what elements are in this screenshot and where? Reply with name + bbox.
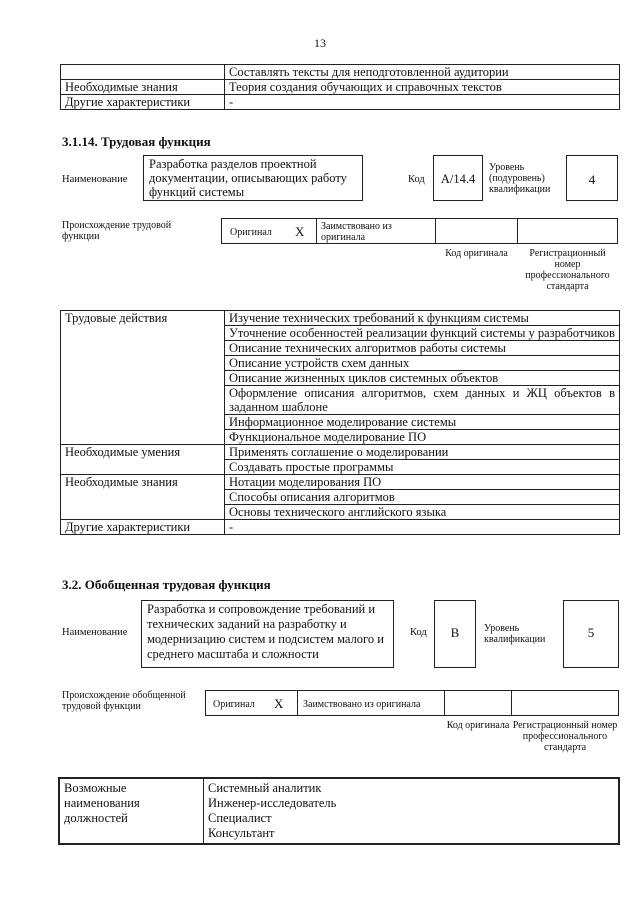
function-name-box bbox=[143, 155, 363, 201]
table-cell: Информационное моделирование системы bbox=[225, 415, 620, 430]
reg-number-label: Регистрационный номер профессионального стандарта bbox=[512, 720, 618, 753]
table-cell: Изучение технических требований к функциям системы bbox=[225, 311, 620, 326]
reg-number-cell bbox=[517, 218, 618, 244]
generalized-function-name-box bbox=[141, 600, 394, 668]
list-item: Инженер-исследователь bbox=[208, 796, 337, 810]
borrowed-label: Заимствовано из оригинала bbox=[303, 699, 421, 710]
table-cell: Способы описания алгоритмов bbox=[225, 490, 620, 505]
name-label: Наименование bbox=[62, 174, 128, 185]
table-cell: Функциональное моделирование ПО bbox=[225, 430, 620, 445]
positions-label: Возможные наименования должностей bbox=[59, 778, 204, 844]
actions-label: Трудовые действия bbox=[61, 311, 225, 445]
table-row bbox=[61, 65, 620, 80]
list-item: Консультант bbox=[208, 826, 275, 840]
qualification-level: 4 bbox=[588, 172, 596, 187]
borrowed-cell bbox=[316, 218, 436, 244]
code-original-label: Код оригинала bbox=[446, 720, 510, 731]
row-label bbox=[61, 65, 225, 80]
table-cell: Описание жизненных циклов системных объектов bbox=[225, 371, 620, 386]
name-label: Наименование bbox=[62, 627, 128, 638]
table-cell: Описание устройств схем данных bbox=[225, 356, 620, 371]
original-cell bbox=[205, 690, 298, 716]
table-row bbox=[61, 520, 620, 535]
original-cell bbox=[221, 218, 317, 244]
table-cell: - bbox=[225, 520, 620, 535]
original-label: Оригинал bbox=[213, 699, 255, 710]
qualification-level: 5 bbox=[587, 625, 595, 640]
borrowed-cell bbox=[297, 690, 445, 716]
row-label: Другие характеристики bbox=[61, 95, 225, 110]
function-code: A/14.4 bbox=[440, 172, 476, 186]
other-label: Другие характеристики bbox=[61, 520, 225, 535]
positions-table bbox=[58, 777, 620, 845]
function-name: Разработка разделов проектной документации, описывающих работу функций системы bbox=[149, 157, 347, 199]
code-box bbox=[433, 155, 483, 201]
original-mark: X bbox=[274, 696, 284, 711]
page-number: 13 bbox=[314, 36, 326, 50]
table-cell: Основы технического английского языка bbox=[225, 505, 620, 520]
row-value: - bbox=[225, 95, 620, 110]
table-cell: Создавать простые программы bbox=[225, 460, 620, 475]
code-original-label: Код оригинала bbox=[445, 248, 508, 259]
level-label: Уровень (подуровень) квалификации bbox=[489, 162, 551, 195]
level-box bbox=[566, 155, 618, 201]
origin-label: Происхождение обобщенной трудовой функции bbox=[62, 690, 186, 712]
code-original-cell bbox=[444, 690, 512, 716]
reg-number-label: Регистрационный номер профессионального стандарта bbox=[525, 248, 610, 292]
code-label: Код bbox=[408, 174, 425, 185]
table-row bbox=[61, 475, 620, 490]
table-cell: Оформление описания алгоритмов, схем данных и ЖЦ объектов в заданном шаблоне bbox=[225, 386, 620, 415]
table-cell: Описание технических алгоритмов работы системы bbox=[225, 341, 620, 356]
table-row bbox=[59, 778, 619, 844]
level-label: Уровень квалификации bbox=[484, 623, 546, 645]
labor-function-table bbox=[60, 310, 620, 535]
positions-list bbox=[204, 778, 620, 844]
origin-label: Происхождение трудовой функции bbox=[62, 220, 172, 242]
row-label: Необходимые знания bbox=[61, 80, 225, 95]
skills-label: Необходимые умения bbox=[61, 445, 225, 475]
section-heading: 3.2. Обобщенная трудовая функция bbox=[62, 577, 271, 592]
generalized-function-name: Разработка и сопровождение требований и технических заданий на разработку и модернизацию систем и подсистем малого и среднего масштаба и сложности bbox=[147, 602, 384, 661]
borrowed-label: Заимствовано из оригинала bbox=[321, 221, 392, 243]
original-label: Оригинал bbox=[230, 227, 272, 238]
table-cell: Применять соглашение о моделировании bbox=[225, 445, 620, 460]
list-item: Системный аналитик bbox=[208, 781, 322, 795]
code-box bbox=[434, 600, 476, 668]
original-mark: X bbox=[295, 224, 305, 239]
row-value: Теория создания обучающих и справочных текстов bbox=[225, 80, 620, 95]
code-original-cell bbox=[435, 218, 518, 244]
row-value: Составлять тексты для неподготовленной аудитории bbox=[225, 65, 620, 80]
table-cell: Уточнение особенностей реализации функций системы у разработчиков bbox=[225, 326, 620, 341]
table-row bbox=[61, 445, 620, 460]
reg-number-cell bbox=[511, 690, 619, 716]
table-row bbox=[61, 95, 620, 110]
knowledge-label: Необходимые знания bbox=[61, 475, 225, 520]
code-label: Код bbox=[410, 627, 427, 638]
top-characteristics-table bbox=[60, 64, 620, 110]
generalized-function-code: B bbox=[450, 625, 460, 640]
level-box bbox=[563, 600, 619, 668]
table-row bbox=[61, 80, 620, 95]
table-cell: Нотации моделирования ПО bbox=[225, 475, 620, 490]
list-item: Специалист bbox=[208, 811, 272, 825]
section-heading: 3.1.14. Трудовая функция bbox=[62, 134, 211, 149]
table-row bbox=[61, 311, 620, 326]
